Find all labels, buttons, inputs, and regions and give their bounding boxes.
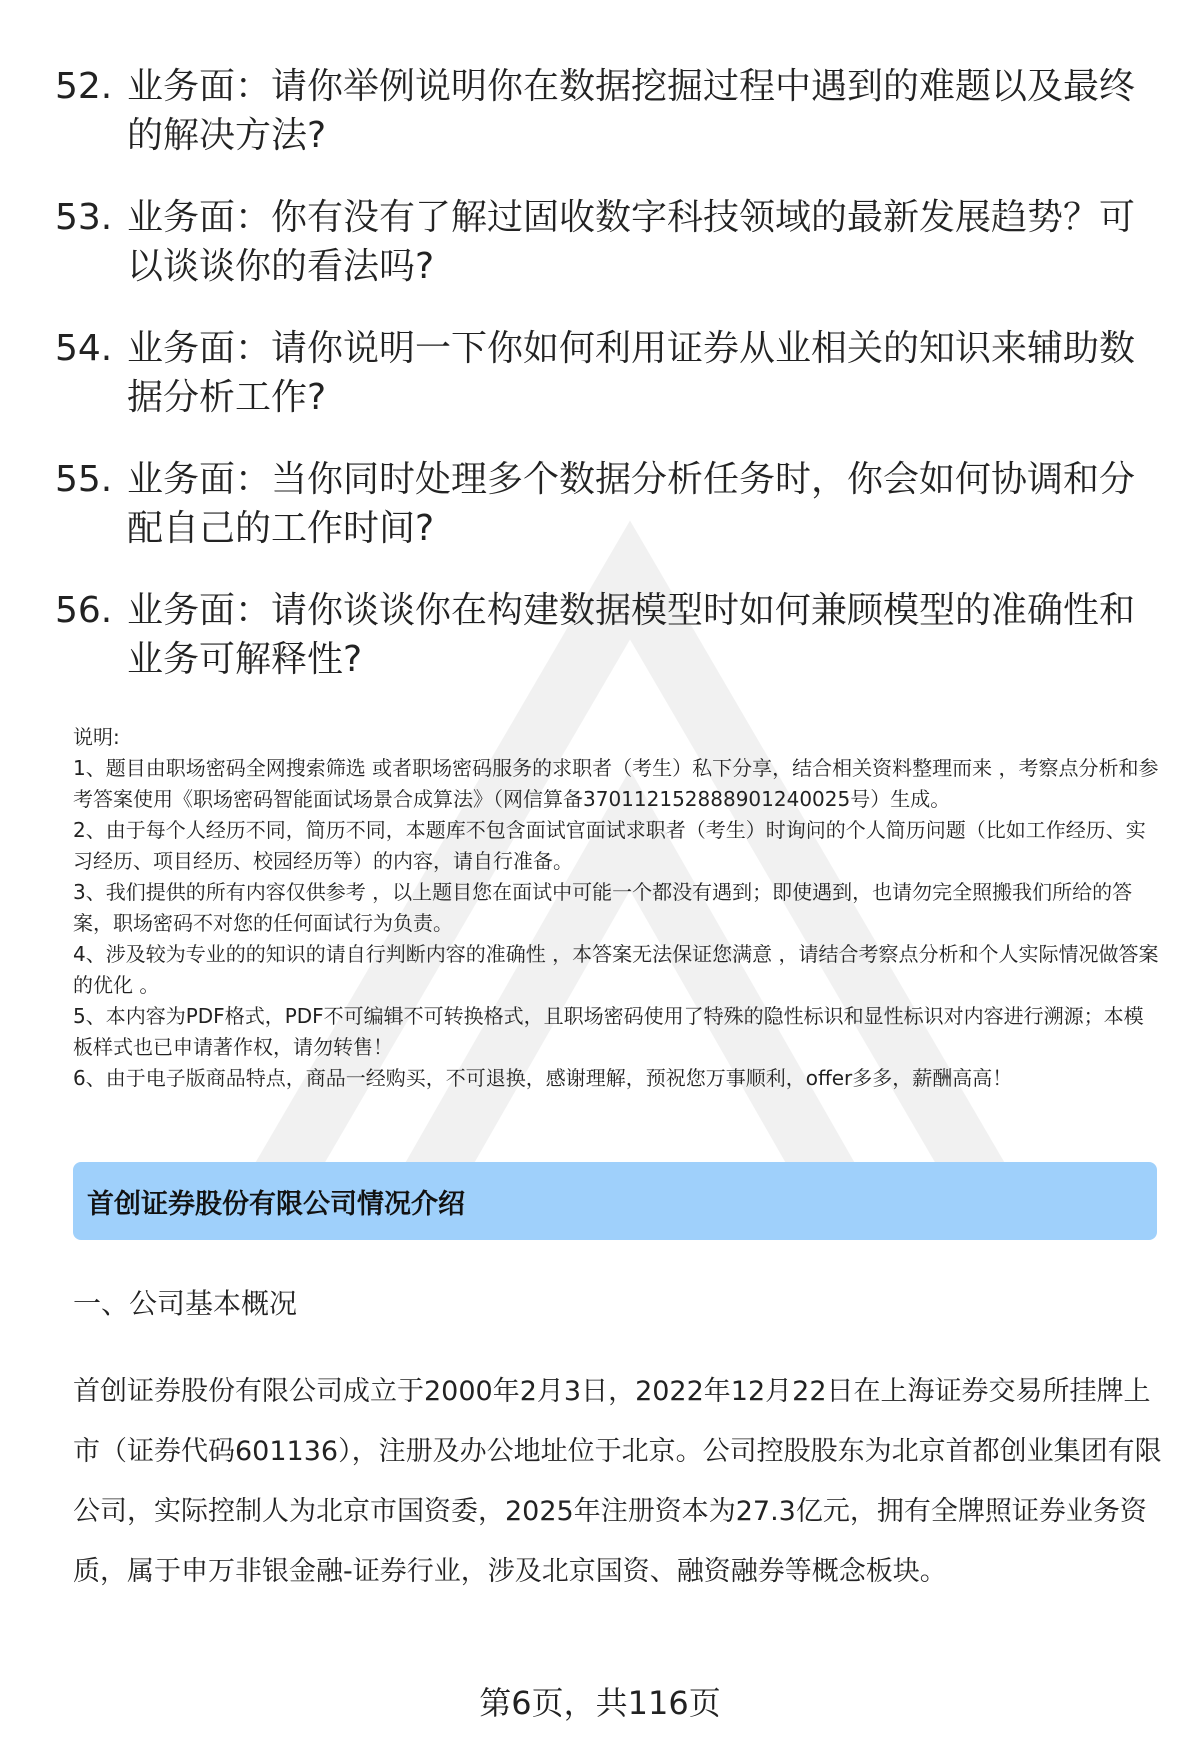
page-number: 第6页，共116页 bbox=[479, 1684, 721, 1722]
question-number: 52. bbox=[55, 66, 113, 107]
question-text: 业务面：请你谈谈你在构建数据模型时如何兼顾模型的准确性和业务可解释性? bbox=[127, 590, 1136, 680]
notes-title: 说明: bbox=[73, 725, 120, 749]
note-item: 5、本内容为PDF格式，PDF不可编辑不可转换格式，且职场密码使用了特殊的隐性标识和显性标识对内容进行溯源；本模板样式也已申请著作权，请勿转售！ bbox=[73, 1004, 1144, 1059]
question-number: 53. bbox=[55, 197, 113, 238]
question-text: 业务面：请你举例说明你在数据挖掘过程中遇到的难题以及最终的解决方法? bbox=[127, 66, 1136, 156]
note-item: 6、由于电子版商品特点，商品一经购买，不可退换，感谢理解，预祝您万事顺利，offer多多，薪酬高高！ bbox=[73, 1066, 1013, 1090]
notes bbox=[73, 722, 1163, 1094]
note-item: 1、题目由职场密码全网搜索筛选 或者职场密码服务的求职者（考生）私下分享，结合相关资料整理而来 ，考察点分析和参考答案使用《职场密码智能面试场景合成算法》（网信算备370112152888901240025号）生成。 bbox=[73, 756, 1159, 811]
company-overview-paragraph: 首创证券股份有限公司成立于2000年2月3日，2022年12月22日在上海证券交易所挂牌上市（证券代码601136），注册及办公地址位于北京。公司控股股东为北京首都创业集团有限公司，实际控制人为北京市国资委，2025年注册资本为27.3亿元，拥有全牌照证券业务资质，属于申万非银金融-证券行业，涉及北京国资、融资融券等概念板块。 bbox=[73, 1376, 1162, 1587]
question-text: 业务面：你有没有了解过固收数字科技领域的最新发展趋势？可以谈谈你的看法吗? bbox=[127, 197, 1136, 287]
section-heading: 一、公司基本概况 bbox=[73, 1287, 298, 1320]
section-banner: 首创证券股份有限公司情况介绍 bbox=[73, 1162, 1157, 1240]
question-53 bbox=[55, 193, 1155, 291]
note-item: 4、涉及较为专业的的知识的请自行判断内容的准确性 ，本答案无法保证您满意 ，请结合考察点分析和个人实际情况做答案的优化 。 bbox=[73, 942, 1159, 997]
question-number: 55. bbox=[55, 459, 113, 500]
question-number: 56. bbox=[55, 590, 113, 631]
question-number: 54. bbox=[55, 328, 113, 369]
question-56 bbox=[55, 586, 1155, 684]
question-55 bbox=[55, 455, 1155, 553]
question-text: 业务面：请你说明一下你如何利用证券从业相关的知识来辅助数据分析工作? bbox=[127, 328, 1136, 418]
note-item: 2、由于每个人经历不同，简历不同，本题库不包含面试官面试求职者（考生）时询问的个人简历问题（比如工作经历、实习经历、项目经历、校园经历等）的内容，请自行准备。 bbox=[73, 818, 1146, 873]
question-text: 业务面：当你同时处理多个数据分析任务时，你会如何协调和分配自己的工作时间? bbox=[127, 459, 1136, 549]
question-52 bbox=[55, 62, 1155, 160]
note-item: 3、我们提供的所有内容仅供参考 ，以上题目您在面试中可能一个都没有遇到；即使遇到，也请勿完全照搬我们所给的答案，职场密码不对您的任何面试行为负责。 bbox=[73, 880, 1133, 935]
question-54 bbox=[55, 324, 1155, 422]
